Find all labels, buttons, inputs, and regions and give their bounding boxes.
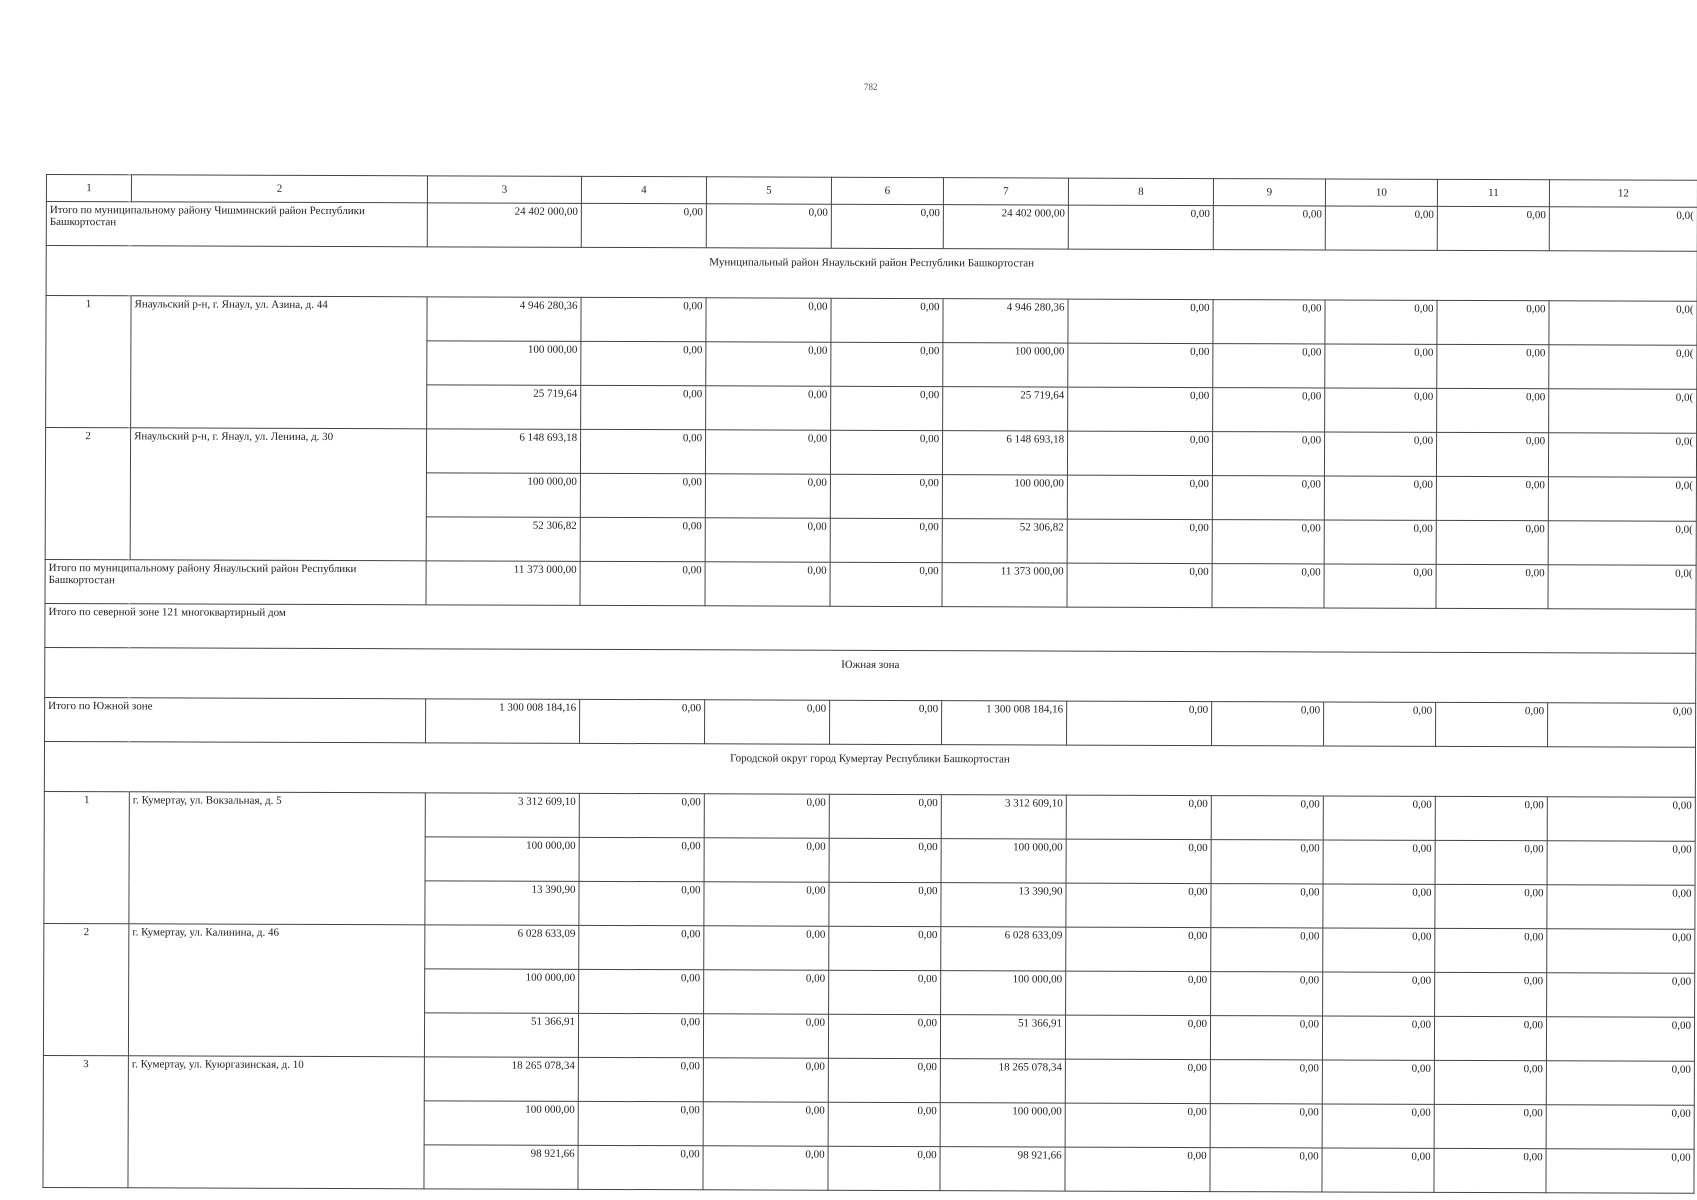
value-cell: 0,00 — [1324, 564, 1436, 608]
value-cell: 0,00 — [1065, 1059, 1210, 1104]
value-cell: 0,00 — [1546, 1017, 1694, 1062]
value-cell: 0,00 — [830, 562, 942, 606]
value-cell: 11 373 000,00 — [942, 563, 1067, 607]
value-cell: 0,00 — [1212, 702, 1324, 746]
value-cell: 0,00 — [580, 699, 705, 743]
header-cell: 7 — [943, 178, 1068, 205]
value-cell: 0,00 — [1437, 300, 1549, 344]
value-cell: 0,00 — [705, 700, 830, 744]
value-cell: 0,00 — [831, 342, 943, 386]
value-cell: 0,00 — [1211, 972, 1323, 1016]
value-cell: 0,00 — [1213, 300, 1325, 344]
value-cell: 0,00 — [1547, 841, 1695, 886]
value-cell: 100 000,00 — [941, 839, 1066, 883]
header-cell: 10 — [1325, 179, 1437, 206]
value-cell: 0,00 — [1211, 796, 1323, 840]
value-cell: 0,00 — [1323, 972, 1435, 1016]
value-cell: 100 000,00 — [942, 475, 1067, 519]
value-cell: 0,00 — [1066, 971, 1211, 1016]
value-cell: 0,00 — [828, 1058, 940, 1102]
value-cell: 0,00 — [706, 204, 831, 248]
value-cell: 0,00 — [579, 837, 704, 881]
value-cell: 0,00 — [1068, 387, 1213, 432]
value-cell: 0,00 — [1436, 520, 1548, 564]
value-cell: 18 265 078,34 — [940, 1059, 1065, 1103]
value-cell: 1 300 008 184,16 — [426, 699, 580, 744]
value-cell: 0,00 — [705, 430, 830, 474]
value-cell: 0,00 — [1323, 928, 1435, 972]
address-cell: г. Кумертау, ул. Куюргазинская, д. 10 — [128, 1056, 424, 1189]
value-cell: 0,00 — [578, 1145, 703, 1189]
value-cell: 0,00 — [704, 794, 829, 838]
value-cell: 0,00 — [1212, 564, 1324, 608]
value-cell: 0,00 — [1436, 432, 1548, 476]
value-cell: 0,00 — [1436, 702, 1548, 746]
value-cell: 0,00 — [1210, 1148, 1322, 1192]
page-number: 782 — [864, 82, 878, 92]
value-cell: 0,00 — [1546, 1149, 1694, 1194]
value-cell: 11 373 000,00 — [426, 561, 580, 606]
value-cell: 6 148 693,18 — [942, 431, 1067, 475]
header-cell: 11 — [1437, 179, 1549, 206]
value-cell: 0,00 — [703, 1146, 828, 1190]
value-cell: 0,00 — [1067, 475, 1212, 520]
value-cell: 13 390,90 — [941, 883, 1066, 927]
value-cell: 100 000,00 — [425, 969, 579, 1014]
total-label: Итого по муниципальному району Янаульский район Республики Башкортостан — [45, 559, 426, 604]
value-cell: 0,00 — [1435, 840, 1547, 884]
value-cell: 0,00 — [703, 1014, 828, 1058]
value-cell: 0,00 — [829, 794, 941, 838]
value-cell: 0,00 — [1324, 432, 1436, 476]
value-cell: 100 000,00 — [940, 1103, 1065, 1147]
value-cell: 0,0( — [1548, 477, 1696, 522]
value-cell: 0,00 — [1437, 388, 1549, 432]
value-cell: 18 265 078,34 — [424, 1057, 578, 1102]
value-cell: 0,00 — [1211, 884, 1323, 928]
header-cell: 5 — [706, 177, 831, 204]
value-cell: 0,00 — [830, 518, 942, 562]
value-cell: 0,00 — [580, 429, 705, 473]
value-cell: 0,00 — [1212, 476, 1324, 520]
value-cell: 0,00 — [1323, 884, 1435, 928]
value-cell: 0,00 — [1212, 432, 1324, 476]
value-cell: 0,00 — [1437, 344, 1549, 388]
value-cell: 0,00 — [1437, 206, 1549, 250]
value-cell: 100 000,00 — [941, 971, 1066, 1015]
total-row — [45, 559, 1696, 609]
value-cell: 0,00 — [706, 298, 831, 342]
value-cell: 0,00 — [1213, 344, 1325, 388]
value-cell: 0,00 — [581, 341, 706, 385]
value-cell: 0,00 — [1210, 1104, 1322, 1148]
value-cell: 0,00 — [1548, 703, 1696, 748]
section-title: Муниципальный район Янаульский район Республики Башкортостан — [46, 246, 1697, 302]
row-index: 3 — [43, 1055, 128, 1187]
total-row — [45, 697, 1696, 747]
value-cell: 0,00 — [578, 1057, 703, 1101]
value-cell: 0,00 — [1436, 476, 1548, 520]
value-cell: 0,0( — [1549, 301, 1697, 346]
value-cell: 98 921,66 — [424, 1145, 578, 1190]
value-cell: 0,00 — [705, 518, 830, 562]
value-cell: 0,0( — [1548, 521, 1696, 566]
value-cell: 0,00 — [829, 926, 941, 970]
value-cell: 0,00 — [1324, 520, 1436, 564]
total-row — [46, 202, 1697, 252]
value-cell: 6 028 633,09 — [941, 927, 1066, 971]
value-cell: 0,00 — [1547, 929, 1695, 974]
value-cell: 0,00 — [1435, 884, 1547, 928]
value-cell: 0,00 — [1322, 1060, 1434, 1104]
value-cell: 0,00 — [1323, 796, 1435, 840]
value-cell: 0,00 — [704, 882, 829, 926]
value-cell: 0,00 — [704, 926, 829, 970]
value-cell: 0,00 — [1211, 840, 1323, 884]
value-cell: 0,00 — [1322, 1148, 1434, 1192]
value-cell: 0,00 — [1211, 928, 1323, 972]
value-cell: 0,00 — [1213, 388, 1325, 432]
value-cell: 0,00 — [1435, 928, 1547, 972]
value-cell: 0,00 — [1435, 972, 1547, 1016]
value-cell: 13 390,90 — [425, 881, 579, 926]
header-cell: 9 — [1213, 179, 1325, 206]
value-cell: 0,00 — [828, 1102, 940, 1146]
value-cell: 0,00 — [1547, 797, 1695, 842]
value-cell: 0,00 — [578, 1101, 703, 1145]
total-label: Итого по Южной зоне — [45, 697, 426, 742]
value-cell: 0,00 — [1066, 795, 1211, 840]
value-cell: 0,00 — [1434, 1016, 1546, 1060]
value-cell: 0,00 — [1210, 1060, 1322, 1104]
value-cell: 0,00 — [1065, 1147, 1210, 1192]
value-cell: 51 366,91 — [940, 1015, 1065, 1059]
value-cell: 0,00 — [1067, 431, 1212, 476]
header-cell: 1 — [46, 175, 131, 202]
value-cell: 0,00 — [1434, 1148, 1546, 1192]
value-cell: 0,00 — [1322, 1104, 1434, 1148]
value-cell: 0,00 — [1213, 206, 1325, 250]
address-cell: г. Кумертау, ул. Вокзальная, д. 5 — [129, 792, 425, 925]
section-title: Южная зона — [45, 647, 1696, 703]
value-cell: 25 719,64 — [943, 387, 1068, 431]
zone-note-row — [45, 603, 1696, 653]
address-cell: Янаульский р-н, г. Янаул, ул. Ленина, д. 30 — [130, 428, 426, 561]
value-cell: 3 312 609,10 — [941, 795, 1066, 839]
value-cell: 0,00 — [1065, 1015, 1210, 1060]
value-cell: 0,00 — [1436, 564, 1548, 608]
value-cell: 0,00 — [830, 474, 942, 518]
header-cell: 2 — [131, 175, 427, 203]
value-cell: 0,00 — [1546, 1061, 1694, 1106]
value-cell: 0,00 — [1434, 1104, 1546, 1148]
value-cell: 0,00 — [1325, 388, 1437, 432]
value-cell: 0,0( — [1549, 389, 1697, 434]
value-cell: 0,00 — [829, 970, 941, 1014]
value-cell: 0,00 — [579, 793, 704, 837]
value-cell: 4 946 280,36 — [427, 297, 581, 342]
header-cell: 6 — [831, 177, 943, 204]
zone-note: Итого по северной зоне 121 многоквартирный дом — [45, 603, 1696, 653]
row-index: 2 — [43, 923, 128, 1055]
total-label: Итого по муниципальному району Чишминский район Республики Башкортостан — [46, 202, 427, 247]
value-cell: 6 028 633,09 — [425, 925, 579, 970]
value-cell: 3 312 609,10 — [425, 793, 579, 838]
value-cell: 52 306,82 — [426, 517, 580, 562]
value-cell: 100 000,00 — [943, 343, 1068, 387]
value-cell: 0,00 — [1325, 206, 1437, 250]
value-cell: 0,00 — [1067, 563, 1212, 608]
section-row — [46, 246, 1697, 302]
value-cell: 0,0( — [1549, 345, 1697, 390]
value-cell: 0,00 — [1434, 1060, 1546, 1104]
data-table — [42, 174, 1697, 1194]
value-cell: 0,00 — [1212, 520, 1324, 564]
section-row — [44, 741, 1695, 797]
value-cell: 0,00 — [1067, 701, 1212, 746]
value-cell: 0,0( — [1549, 207, 1697, 252]
section-row — [45, 647, 1696, 703]
value-cell: 0,00 — [830, 430, 942, 474]
value-cell: 1 300 008 184,16 — [942, 701, 1067, 745]
row-index: 1 — [44, 791, 129, 923]
value-cell: 0,00 — [579, 969, 704, 1013]
table-row — [44, 791, 1695, 841]
value-cell: 0,00 — [831, 298, 943, 342]
header-cell: 12 — [1549, 180, 1697, 208]
table-row — [43, 1055, 1694, 1105]
row-index: 2 — [45, 428, 130, 560]
value-cell: 0,00 — [706, 342, 831, 386]
value-cell: 0,00 — [1435, 796, 1547, 840]
table-row — [44, 923, 1695, 973]
value-cell: 0,00 — [1547, 885, 1695, 930]
value-cell: 0,00 — [704, 838, 829, 882]
value-cell: 0,00 — [1066, 927, 1211, 972]
value-cell: 0,00 — [703, 1058, 828, 1102]
address-cell: Янаульский р-н, г. Янаул, ул. Азина, д. 44 — [131, 296, 427, 429]
value-cell: 4 946 280,36 — [943, 299, 1068, 343]
value-cell: 6 148 693,18 — [426, 429, 580, 474]
value-cell: 0,00 — [1068, 343, 1213, 388]
value-cell: 0,00 — [830, 700, 942, 744]
table-row — [45, 428, 1696, 478]
value-cell: 0,00 — [578, 1013, 703, 1057]
value-cell: 0,00 — [579, 925, 704, 969]
value-cell: 0,00 — [1323, 840, 1435, 884]
value-cell: 0,00 — [828, 1146, 940, 1190]
value-cell: 0,0( — [1548, 433, 1696, 478]
value-cell: 0,00 — [580, 473, 705, 517]
value-cell: 24 402 000,00 — [943, 205, 1068, 249]
header-cell: 8 — [1068, 178, 1213, 206]
value-cell: 0,00 — [1324, 702, 1436, 746]
value-cell: 25 719,64 — [427, 385, 581, 430]
value-cell: 0,0( — [1548, 565, 1696, 610]
value-cell: 0,00 — [1067, 519, 1212, 564]
value-cell: 0,00 — [581, 297, 706, 341]
value-cell: 0,00 — [1546, 1105, 1694, 1150]
row-index: 1 — [46, 296, 131, 428]
address-cell: г. Кумертау, ул. Калинина, д. 46 — [128, 924, 424, 1057]
value-cell: 0,00 — [1066, 883, 1211, 928]
value-cell: 100 000,00 — [425, 837, 579, 882]
value-cell: 0,00 — [704, 970, 829, 1014]
value-cell: 0,00 — [705, 562, 830, 606]
value-cell: 0,00 — [828, 1014, 940, 1058]
value-cell: 0,00 — [829, 882, 941, 926]
value-cell: 0,00 — [831, 386, 943, 430]
value-cell: 0,00 — [831, 204, 943, 248]
value-cell: 0,00 — [1066, 839, 1211, 884]
header-cell: 4 — [581, 176, 706, 203]
table-row — [46, 296, 1697, 346]
value-cell: 0,00 — [580, 517, 705, 561]
value-cell: 52 306,82 — [942, 519, 1067, 563]
value-cell: 0,00 — [581, 203, 706, 247]
value-cell: 0,00 — [1065, 1103, 1210, 1148]
value-cell: 100 000,00 — [427, 341, 581, 386]
value-cell: 24 402 000,00 — [427, 203, 581, 248]
value-cell: 0,00 — [706, 386, 831, 430]
value-cell: 0,00 — [579, 881, 704, 925]
value-cell: 0,00 — [580, 561, 705, 605]
value-cell: 0,00 — [1210, 1016, 1322, 1060]
value-cell: 0,00 — [1068, 299, 1213, 344]
value-cell: 0,00 — [1068, 205, 1213, 250]
value-cell: 0,00 — [1325, 344, 1437, 388]
value-cell: 0,00 — [581, 385, 706, 429]
value-cell: 0,00 — [1324, 476, 1436, 520]
header-cell: 3 — [427, 176, 581, 204]
section-title: Городской округ город Кумертау Республики Башкортостан — [44, 741, 1695, 797]
value-cell: 100 000,00 — [424, 1101, 578, 1146]
value-cell: 0,00 — [829, 838, 941, 882]
value-cell: 0,00 — [705, 474, 830, 518]
value-cell: 98 921,66 — [940, 1147, 1065, 1191]
value-cell: 0,00 — [1325, 300, 1437, 344]
value-cell: 0,00 — [1322, 1016, 1434, 1060]
value-cell: 0,00 — [1547, 973, 1695, 1018]
value-cell: 51 366,91 — [424, 1013, 578, 1058]
value-cell: 100 000,00 — [426, 473, 580, 518]
value-cell: 0,00 — [703, 1102, 828, 1146]
